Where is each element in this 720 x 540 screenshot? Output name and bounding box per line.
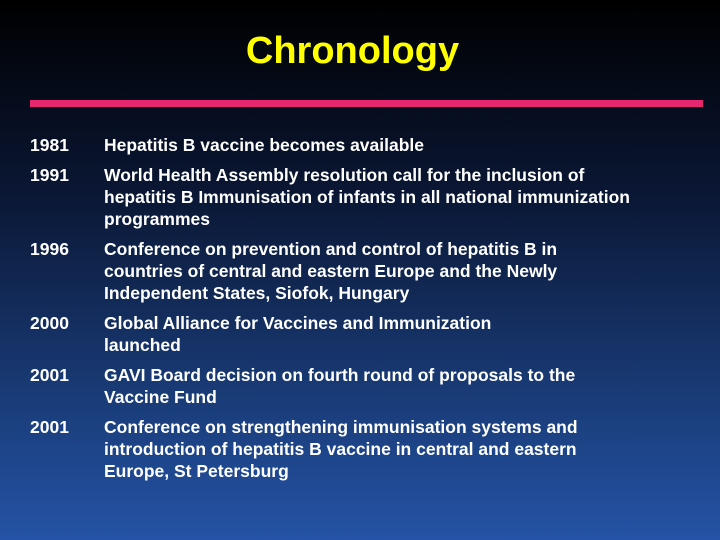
entry-year: 1991 <box>30 165 69 185</box>
chronology-entry <box>30 416 720 482</box>
entry-year: 2000 <box>30 313 69 333</box>
entry-year: 1981 <box>30 135 69 155</box>
entry-text: Hepatitis B vaccine becomes available <box>104 135 425 155</box>
chronology-entry <box>30 134 720 156</box>
slide-title: Chronology <box>245 30 460 72</box>
chronology-list <box>30 134 720 482</box>
entry-year: 2001 <box>30 417 69 437</box>
entry-text: World Health Assembly resolution call for the inclusion of hepatitis B Immunisation of infants in all national immunization programmes <box>104 165 630 229</box>
entry-year: 1996 <box>30 239 69 259</box>
title-divider <box>30 100 703 107</box>
chronology-entry <box>30 364 720 408</box>
chronology-entry <box>30 238 720 304</box>
entry-text: Conference on prevention and control of hepatitis B in countries of central and eastern Europe and the Newly Independent States, Siofok, Hungary <box>104 239 558 303</box>
entry-text: Global Alliance for Vaccines and Immunization launched <box>104 313 492 355</box>
entry-text: GAVI Board decision on fourth round of proposals to the Vaccine Fund <box>104 365 576 407</box>
entry-text: Conference on strengthening immunisation systems and introduction of hepatitis B vaccine in central and eastern Europe, St Petersburg <box>104 417 578 481</box>
chronology-entry <box>30 312 720 356</box>
chronology-entry <box>30 164 720 230</box>
entry-year: 2001 <box>30 365 69 385</box>
